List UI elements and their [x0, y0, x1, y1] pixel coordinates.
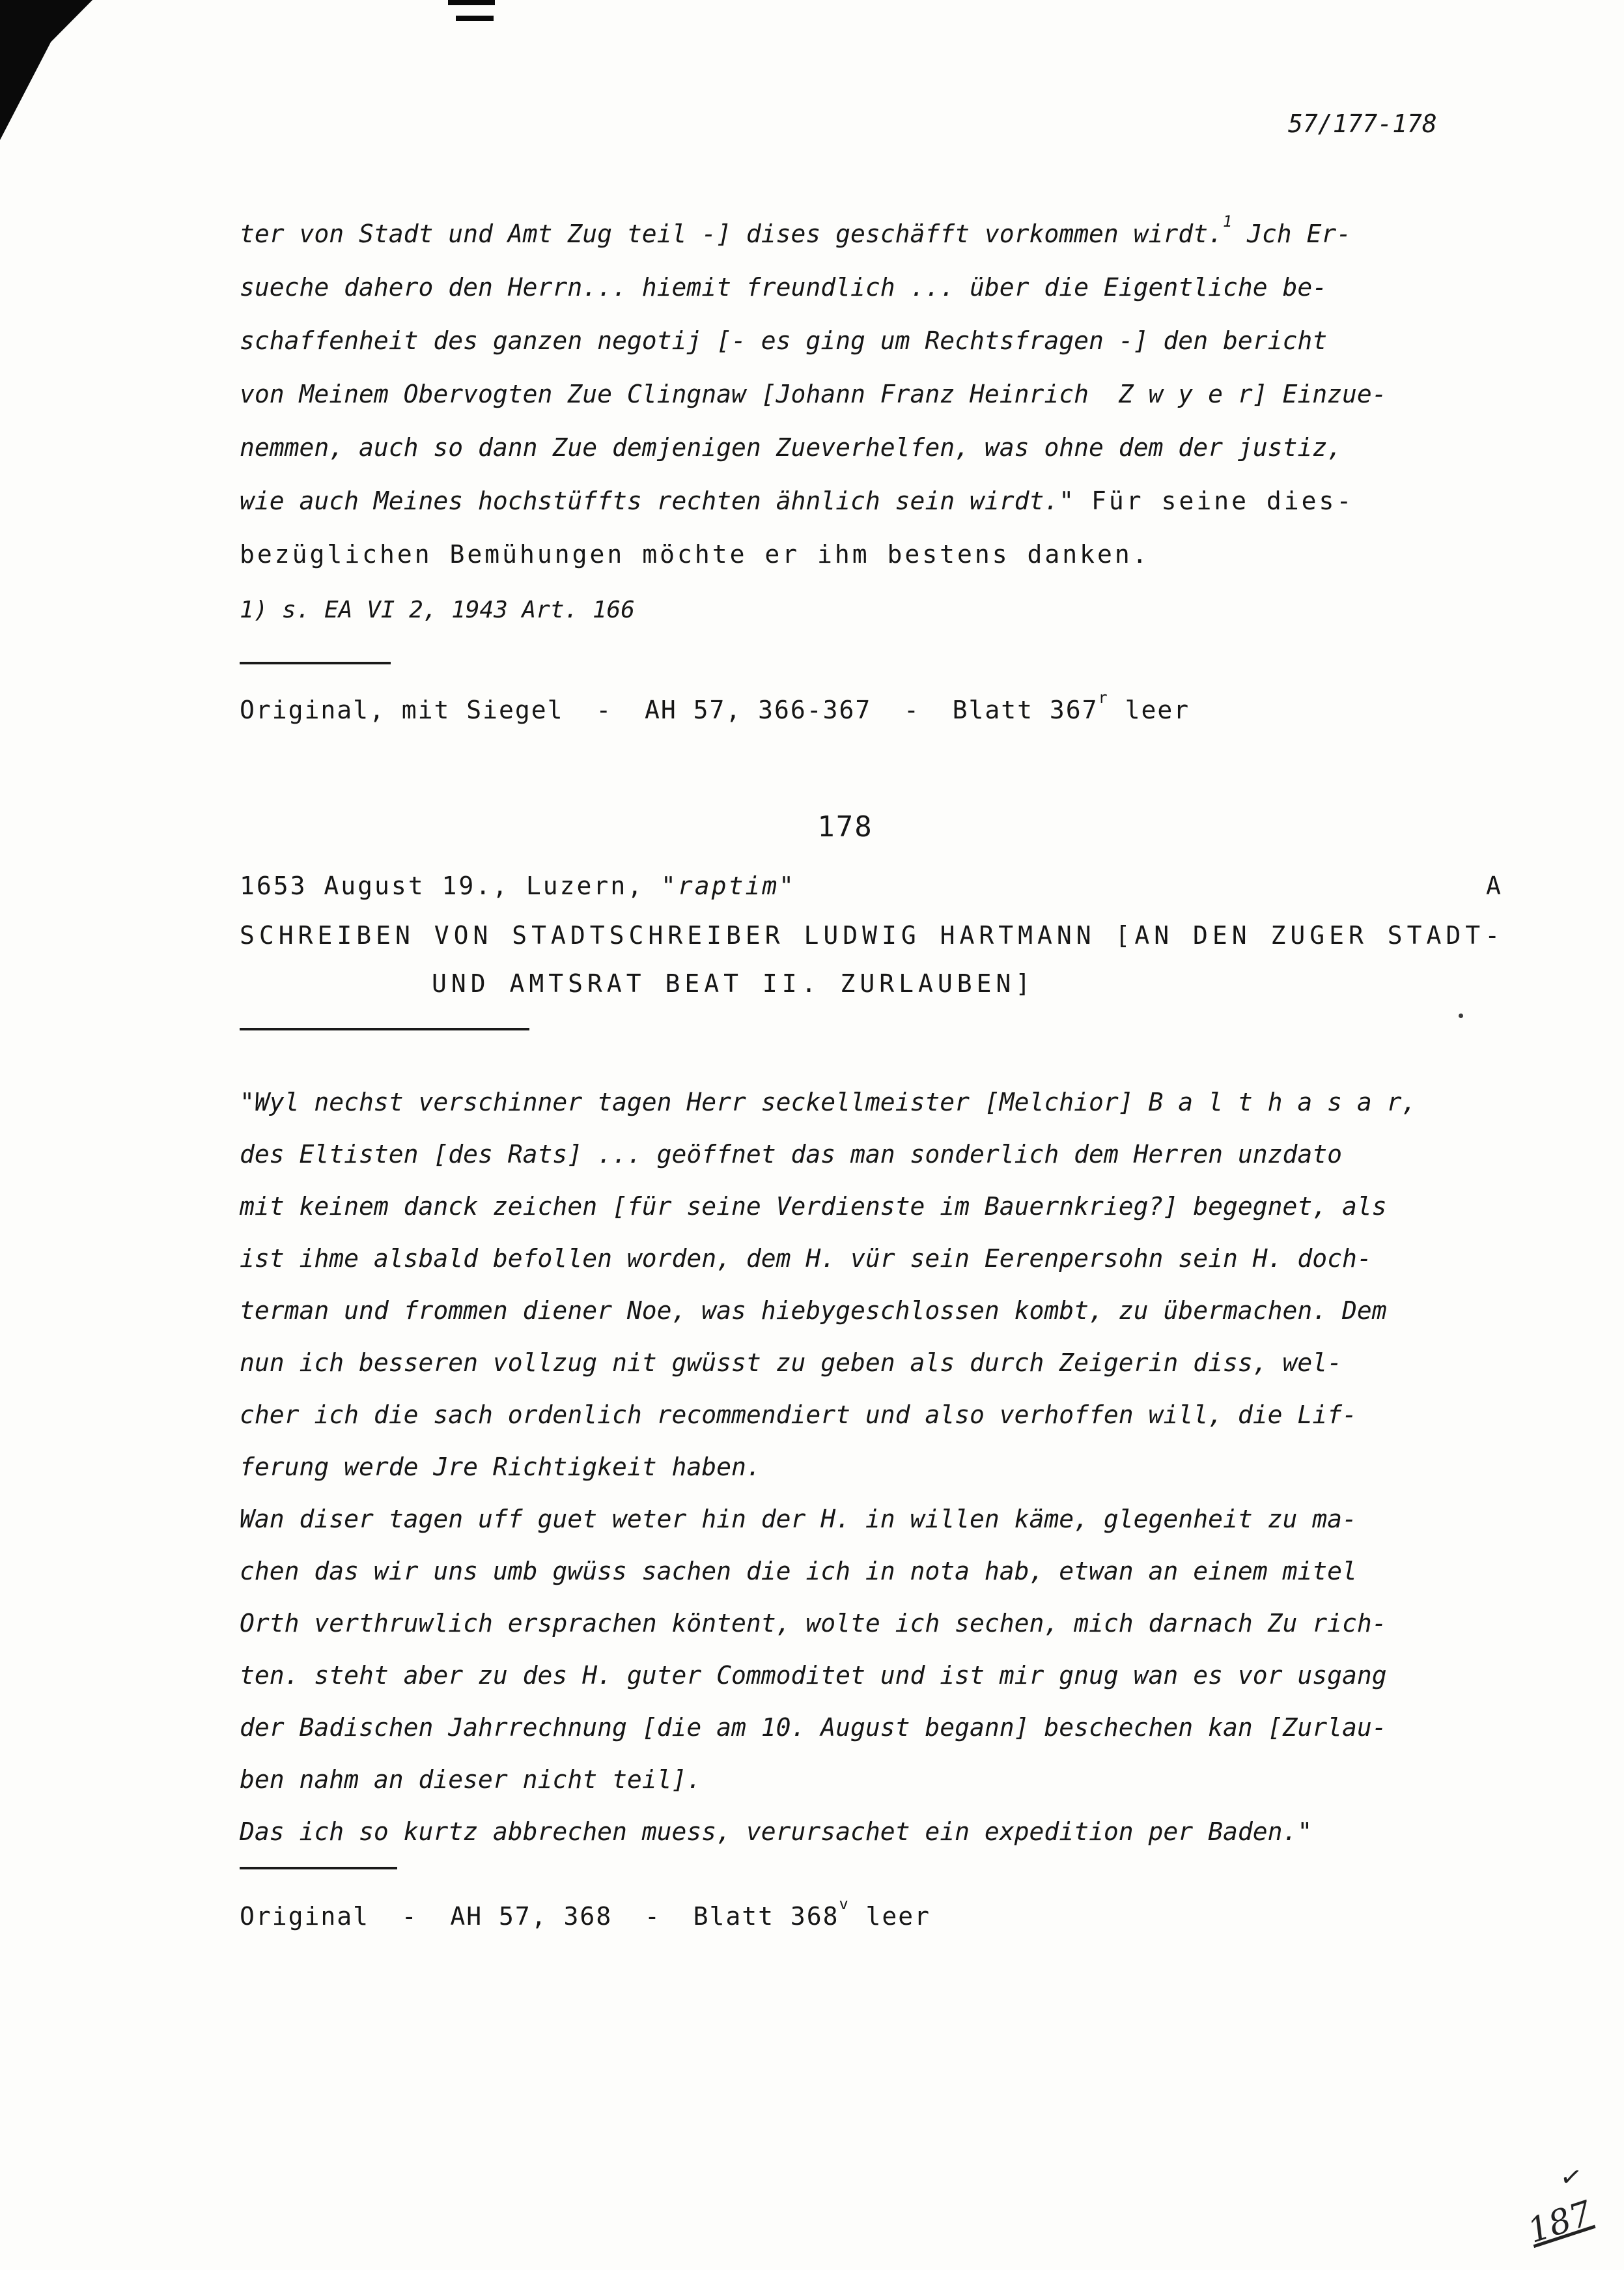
folio-superscript: r [1098, 688, 1109, 707]
quote-line [240, 474, 1542, 528]
quote-text: ter von Stadt und Amt Zug teil -] dises geschäfft vorkommen wirdt. [240, 220, 1223, 248]
quote-line: von Meinem Obervogten Zue Clingnaw [Johann Franz Heinrich Z w y e r] Einzue- [240, 380, 1387, 408]
quote-line: chen das wir uns umb gwüss sachen die ich in nota hab, etwan an einem mitel [240, 1557, 1357, 1585]
quote-line: Das ich so kurtz abbrechen muess, verursachet ein expedition per Baden." [240, 1817, 1313, 1846]
staple-mark [448, 0, 495, 5]
separator-rule [240, 662, 391, 664]
quote-line: nemmen, auch so dann Zue demjenigen Zueverhelfen, was ohne dem der justiz, [240, 433, 1342, 462]
quote-line [240, 207, 1542, 261]
separator-rule [240, 1028, 529, 1030]
stray-mark [1459, 1014, 1463, 1018]
entry-title-line-2: UND AMTSRAT BEAT II. ZURLAUBEN] [432, 969, 1035, 998]
folio-superscript: v [839, 1894, 850, 1913]
staple-mark [456, 16, 494, 21]
entry-178-quote [240, 1076, 1548, 1858]
editorial-text: Für seine dies- [1074, 487, 1354, 515]
siglum-a: A [1486, 872, 1501, 900]
dateline-text: 1653 August 19., Luzern, [240, 872, 661, 900]
source-line-177 [240, 688, 1190, 724]
quote-line: des Eltisten [des Rats] ... geöffnet das man sonderlich dem Herren unzdato [240, 1140, 1342, 1169]
page-ref: 57/177-178 [1288, 109, 1437, 138]
scan-corner-artifact [0, 0, 92, 140]
quote-line: schaffenheit des ganzen negotij [- es ging um Rechtsfragen -] den bericht [240, 326, 1328, 355]
quote-text: wie auch Meines hochstüffts rechten ähnlich sein wirdt." [240, 487, 1074, 515]
quote-line: nun ich besseren vollzug nit gwüsst zu geben als durch Zeigerin diss, wel- [240, 1348, 1342, 1377]
quote-line: mit keinem danck zeichen [für seine Verdienste im Bauernkrieg?] begegnet, als [240, 1192, 1387, 1221]
source-line-178 [240, 1894, 931, 1931]
source-text: leer [849, 1902, 931, 1931]
quote-line: Orth verthruwlich ersprachen köntent, wolte ich sechen, mich darnach Zu rich- [240, 1609, 1387, 1638]
quote-line: Wan diser tagen uff guet weter hin der H. in willen käme, glegenheit zu ma- [240, 1505, 1357, 1533]
quote-line: ben nahm an dieser nicht teil]. [240, 1765, 702, 1794]
dateline [240, 872, 796, 900]
quote-line: cher ich die sach ordenlich recommendiert und also verhoffen will, die Lif- [240, 1400, 1357, 1429]
source-text: Original, mit Siegel - AH 57, 366-367 - Blatt 367 [240, 696, 1099, 724]
handwritten-folio-number: 187 [1523, 2194, 1597, 2251]
footnote: 1) s. EA VI 2, 1943 Art. 166 [240, 597, 635, 623]
handwritten-checkmark: ✓ [1558, 2161, 1584, 2194]
quote-text: Jch Er- [1232, 220, 1352, 248]
quote-line: ist ihme alsbald befollen worden, dem H. vür sein Eerenpersohn sein H. doch- [240, 1244, 1372, 1273]
entry-177-text [240, 207, 1542, 581]
footnote-marker: 1 [1222, 212, 1233, 231]
source-text: Original - AH 57, 368 - Blatt 368 [240, 1902, 839, 1931]
dateline-raptim: "raptim" [660, 872, 796, 900]
separator-rule [240, 1867, 397, 1869]
editorial-line: bezüglichen Bemühungen möchte er ihm bestens danken. [240, 540, 1150, 569]
source-text: leer [1108, 696, 1190, 724]
entry-title-line-1: SCHREIBEN VON STADTSCHREIBER LUDWIG HARTMANN [AN DEN ZUGER STADT- [240, 921, 1505, 950]
quote-line: ferung werde Jre Richtigkeit haben. [240, 1453, 761, 1481]
quote-line: ten. steht aber zu des H. guter Commoditet und ist mir gnug wan es vor usgang [240, 1661, 1387, 1690]
entry-number: 178 [817, 810, 873, 844]
quote-line: "Wyl nechst verschinner tagen Herr seckellmeister [Melchior] B a l t h a s a r, [240, 1088, 1417, 1116]
quote-line: der Badischen Jahrrechnung [die am 10. August begann] beschechen kan [Zurlau- [240, 1713, 1387, 1742]
quote-line: sueche dahero den Herrn... hiemit freundlich ... über die Eigentliche be- [240, 273, 1328, 302]
quote-line: terman und frommen diener Noe, was hiebygeschlossen kombt, zu übermachen. Dem [240, 1296, 1387, 1325]
